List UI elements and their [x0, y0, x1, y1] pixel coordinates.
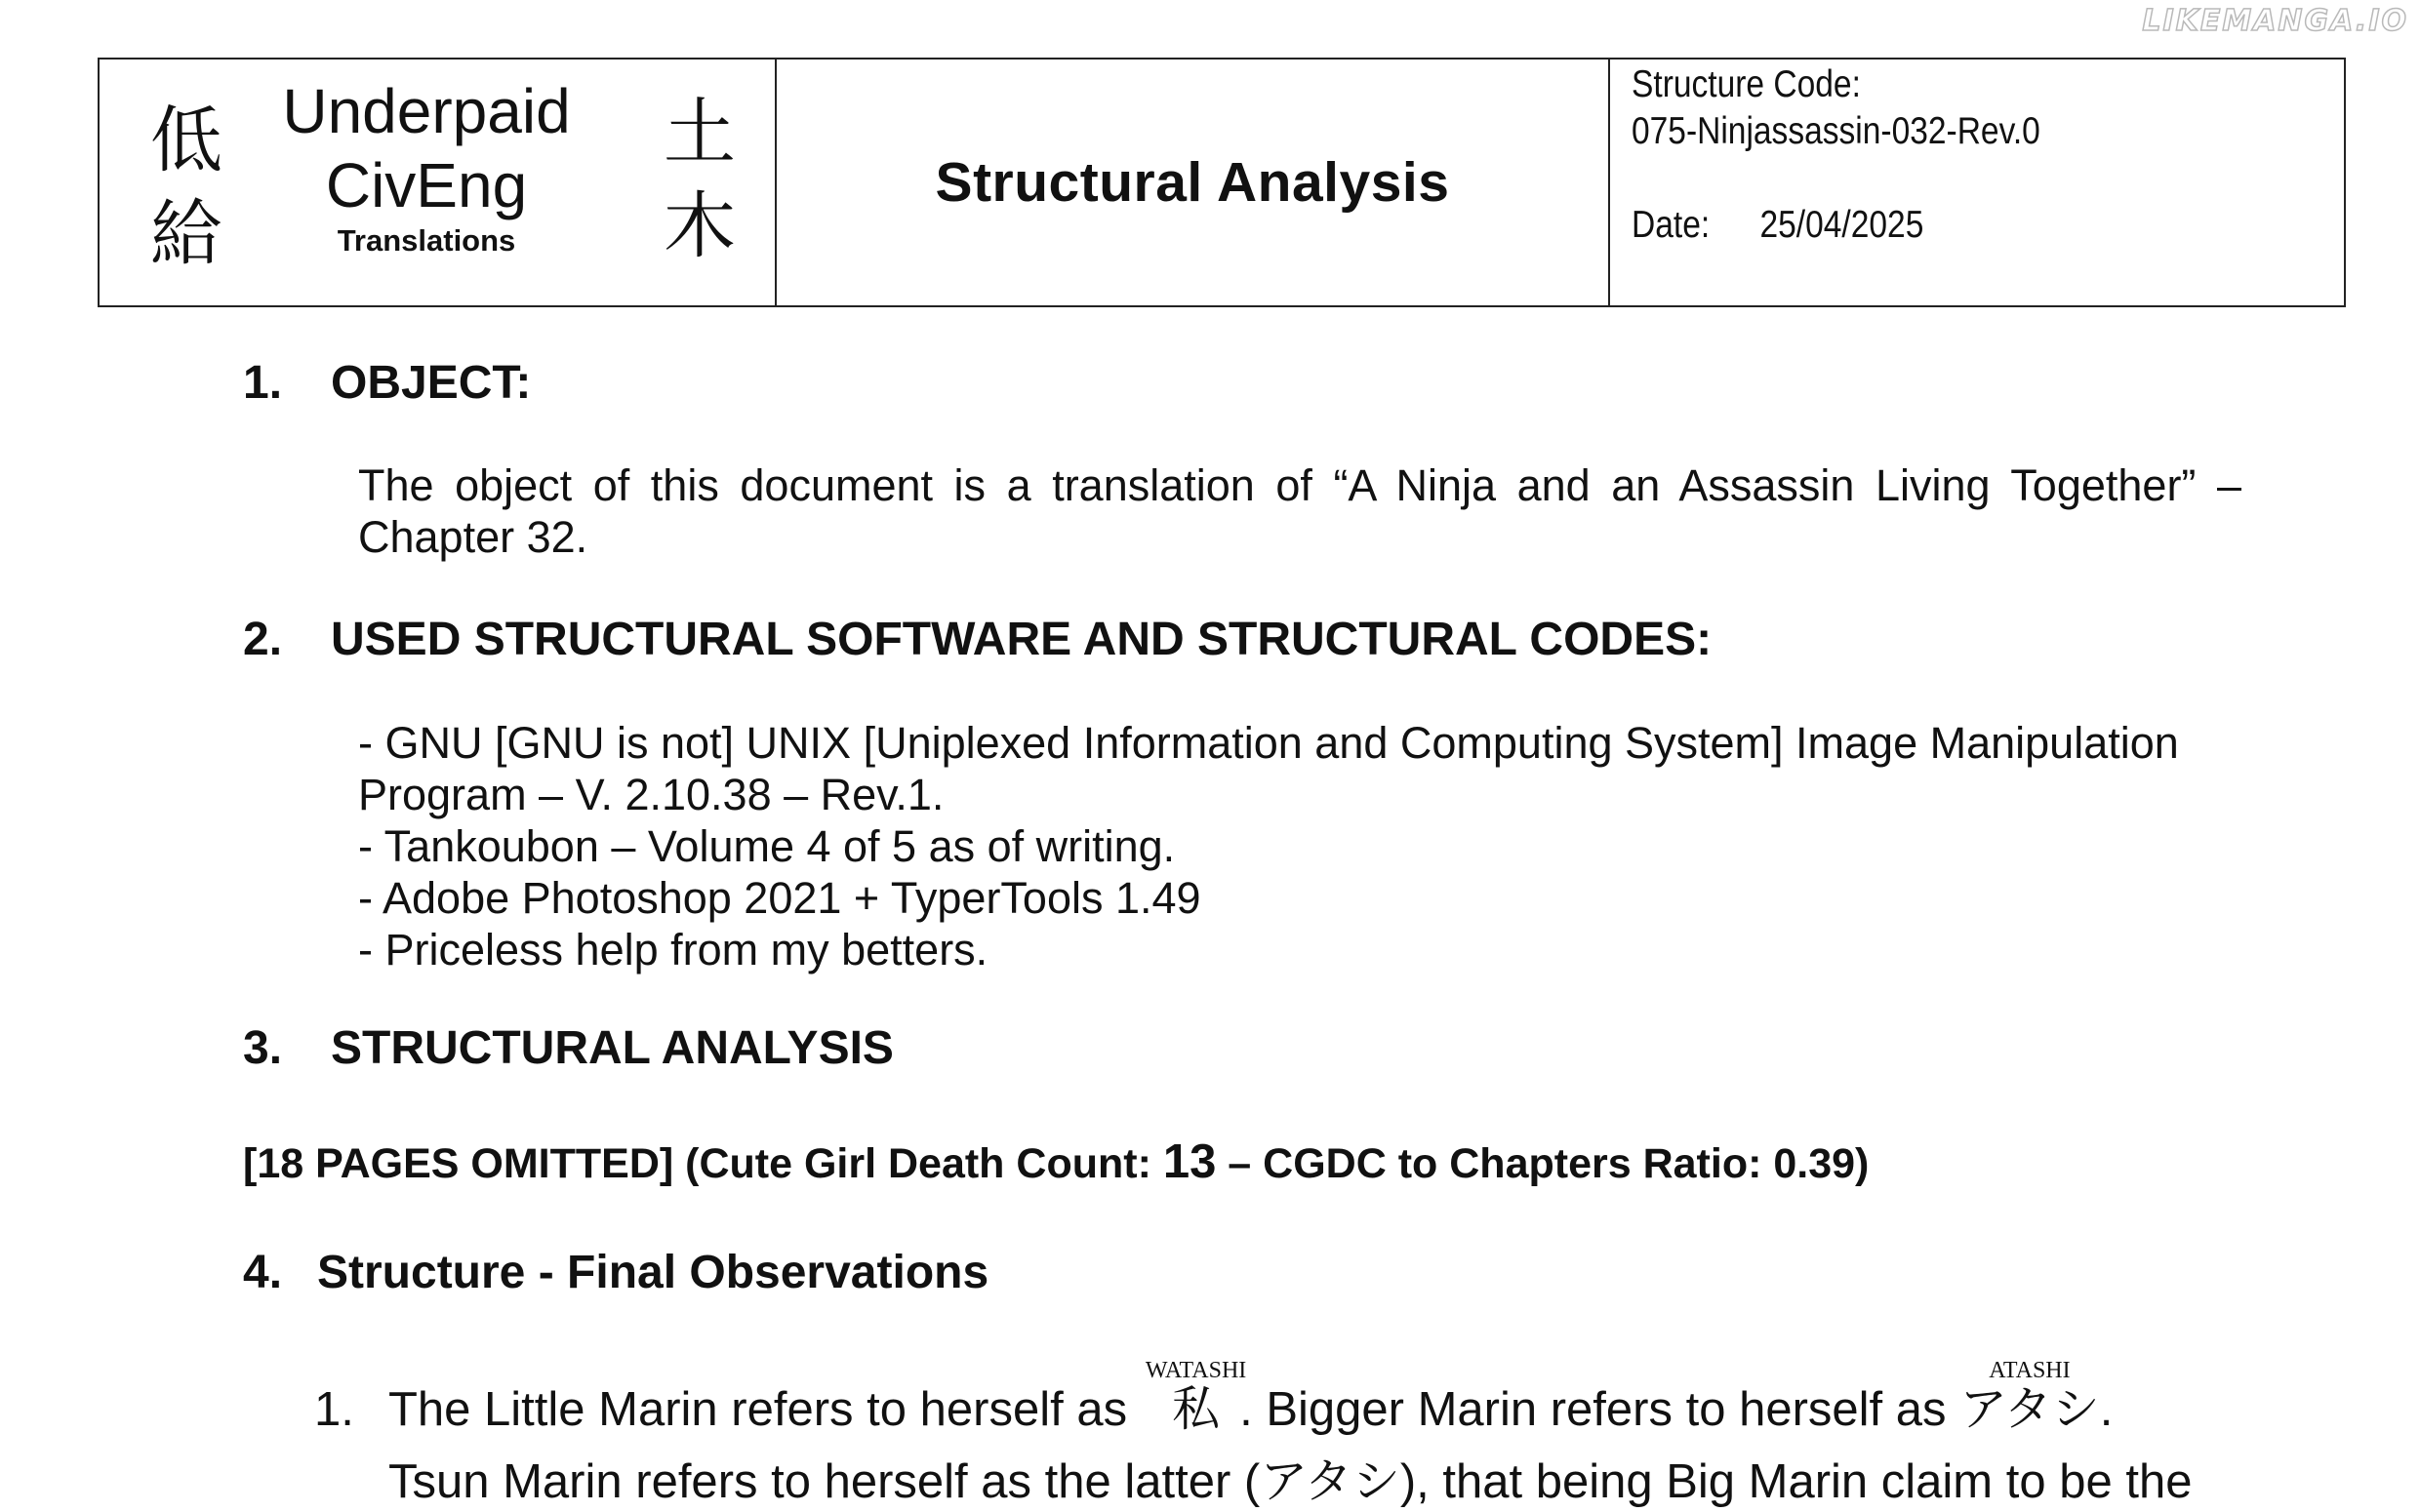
logo-kanji-right-bottom: 木 — [664, 184, 736, 268]
section-2-number: 2. — [243, 614, 283, 665]
section-1-body: The object of this document is a translation of “A Ninja and an Assassin Living Together” – Chapter 32. — [358, 460, 2241, 562]
death-count: 13 — [1162, 1135, 1217, 1188]
omitted-prefix: [18 PAGES OMITTED] (Cute Girl Death Count: — [243, 1140, 1163, 1187]
ruby-watashi — [1145, 1358, 1247, 1439]
section-3-heading — [243, 1021, 894, 1075]
logo-line-translations: Translations — [337, 223, 516, 258]
document-title: Structural Analysis — [935, 151, 1450, 214]
observation-cut-line: Tsun Marin refers to herself as the latter (アタシ), that being Big Marin claim to be the — [388, 1455, 2193, 1508]
date-row — [1632, 202, 2244, 249]
section-1-title: OBJECT: — [331, 357, 532, 409]
ruby-atashi-reading: ATASHI — [1989, 1358, 2071, 1383]
section-1-heading — [243, 356, 531, 410]
logo-line-civeng: CivEng — [325, 150, 528, 220]
section-3-number: 3. — [243, 1022, 283, 1074]
software-line-2: Program – V. 2.10.38 – Rev.1. — [358, 770, 945, 819]
software-line-3: - Tankoubon – Volume 4 of 5 as of writing. — [358, 821, 1176, 871]
section-2-title: USED STRUCTURAL SOFTWARE AND STRUCTURAL CODES: — [331, 614, 1713, 665]
section-4-title: Structure - Final Observations — [317, 1247, 989, 1298]
logo-kanji-left-bottom: 給 — [150, 192, 222, 276]
section-4-heading — [243, 1246, 988, 1299]
observation-item-1 — [314, 1358, 2114, 1439]
software-line-4: - Adobe Photoshop 2021 + TyperTools 1.49 — [358, 873, 1201, 923]
observation-1-number: 1. — [314, 1383, 354, 1436]
watermark: LIKEMANGA.IO — [2142, 4, 2408, 38]
section-1-number: 1. — [243, 357, 283, 409]
logo-line-underpaid: Underpaid — [282, 76, 571, 146]
logo-kanji-left-top: 低 — [150, 99, 222, 182]
ruby-watashi-reading: WATASHI — [1145, 1358, 1247, 1383]
structure-code-label: Structure Code: — [1632, 63, 1861, 105]
observation-1-text-c: . — [2099, 1383, 2114, 1436]
section-2-heading — [243, 613, 1712, 666]
structure-code-value: 075-Ninjassassin-032-Rev.0 — [1632, 110, 2040, 152]
software-line-1: - GNU [GNU is not] UNIX [Uniplexed Information and Computing System] Image Manipulation — [358, 718, 2179, 768]
header-table — [98, 58, 2346, 307]
omitted-pages-note — [243, 1134, 1869, 1189]
date-label: Date: — [1632, 204, 1711, 246]
meta-cell — [1610, 60, 2344, 305]
omitted-suffix: – CGDC to Chapters Ratio: 0.39) — [1216, 1140, 1870, 1187]
software-list — [358, 717, 2241, 975]
title-cell — [777, 60, 1610, 305]
observation-1-text-a: The Little Marin refers to herself as — [388, 1383, 1128, 1436]
observation-1-text-b: . Bigger Marin refers to herself as — [1239, 1383, 1960, 1436]
ruby-atashi — [1959, 1358, 2100, 1439]
ruby-atashi-base: アタシ — [1959, 1381, 2100, 1437]
section-3-title: STRUCTURAL ANALYSIS — [331, 1022, 894, 1074]
date-value: 25/04/2025 — [1759, 204, 1924, 246]
section-4-number: 4. — [243, 1247, 283, 1298]
ruby-watashi-base: 私 — [1172, 1381, 1221, 1437]
logo-cell — [100, 60, 777, 305]
software-line-5: - Priceless help from my betters. — [358, 925, 988, 975]
logo-kanji-right-top: 土 — [664, 91, 736, 175]
